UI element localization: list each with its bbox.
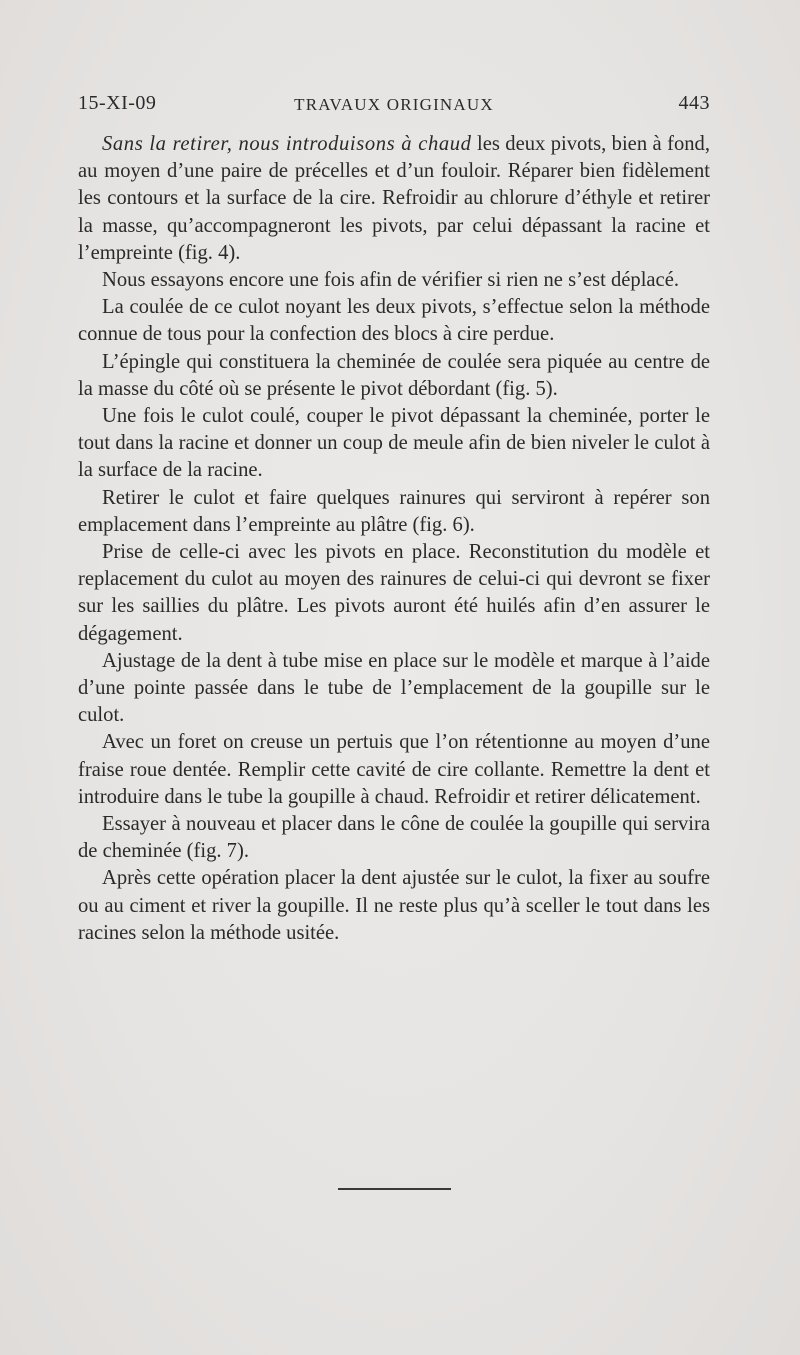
italic-lead: Sans la retirer, nous introduisons à chaud: [102, 133, 472, 155]
end-rule-divider: [338, 1188, 451, 1190]
paragraph: [78, 865, 710, 947]
paragraph-text: Une fois le culot coulé, couper le pivot dépassant la cheminée, porter le tout dans la racine et donner un coup de meule afin de bien niveler le culot à la surface de la racine.: [78, 405, 710, 482]
paragraph: [78, 403, 710, 485]
paragraph-text: Avec un foret on creuse un pertuis que l’on rétentionne au moyen d’une fraise roue dentée. Remplir cette cavité de cire collante. Remettre la dent et introduire dans le tube la goupille à chaud. Refroidir et retirer délicatement.: [78, 731, 710, 808]
paragraph: [78, 648, 710, 730]
header-section-title: TRAVAUX ORIGINAUX: [294, 95, 494, 114]
paragraph: [78, 294, 710, 348]
paragraph-text: Après cette opération placer la dent ajustée sur le culot, la fixer au soufre ou au ciment et river la goupille. Il ne reste plus qu’à sceller le tout dans les racines selon la méthode usitée.: [78, 867, 710, 944]
paragraph: [78, 267, 710, 294]
paragraph-text: les deux pivots, bien à fond, au moyen d’une paire de précelles et d’un fouloir. Réparer bien fidèlement les contours et la surface de la cire. Refroidir au chlorure d’éthyle et retirer la masse, qu’accompagneront les pivots, par celui dépassant la racine et l’empreinte (fig. 4).: [78, 133, 710, 264]
paragraph: [78, 485, 710, 539]
paragraph-text: Nous essayons encore une fois afin de vérifier si rien ne s’est déplacé.: [102, 269, 679, 292]
running-header: [78, 92, 710, 122]
paragraph: [78, 811, 710, 865]
page-body: [78, 131, 710, 947]
paragraph: [78, 539, 710, 648]
paragraph-text: Retirer le culot et faire quelques rainures qui serviront à repérer son emplacement dans l’empreinte au plâtre (fig. 6).: [78, 486, 710, 536]
paragraph-text: L’épingle qui constituera la cheminée de coulée sera piquée au centre de la masse du côté où se présente le pivot débordant (fig. 5).: [78, 350, 710, 400]
paragraph: [78, 131, 710, 267]
paragraph: [78, 729, 710, 811]
paragraph-text: Prise de celle-ci avec les pivots en place. Reconstitution du modèle et replacement du culot au moyen des rainures de celui-ci qui devront se fixer sur les saillies du plâtre. Les pivots auront été huilés afin d’en assurer le dégagement.: [78, 541, 710, 645]
paragraph-text: La coulée de ce culot noyant les deux pivots, s’effectue selon la méthode connue de tous pour la confection des blocs à cire perdue.: [78, 296, 710, 346]
paragraph: [78, 349, 710, 403]
paragraph-text: Essayer à nouveau et placer dans le cône de coulée la goupille qui servira de cheminée (fig. 7).: [78, 813, 710, 863]
header-date: 15-XI-09: [78, 92, 157, 114]
page-number: 443: [678, 92, 710, 114]
paragraph-text: Ajustage de la dent à tube mise en place sur le modèle et marque à l’aide d’une pointe passée dans le tube de l’emplacement de la goupille sur le culot.: [78, 649, 710, 727]
